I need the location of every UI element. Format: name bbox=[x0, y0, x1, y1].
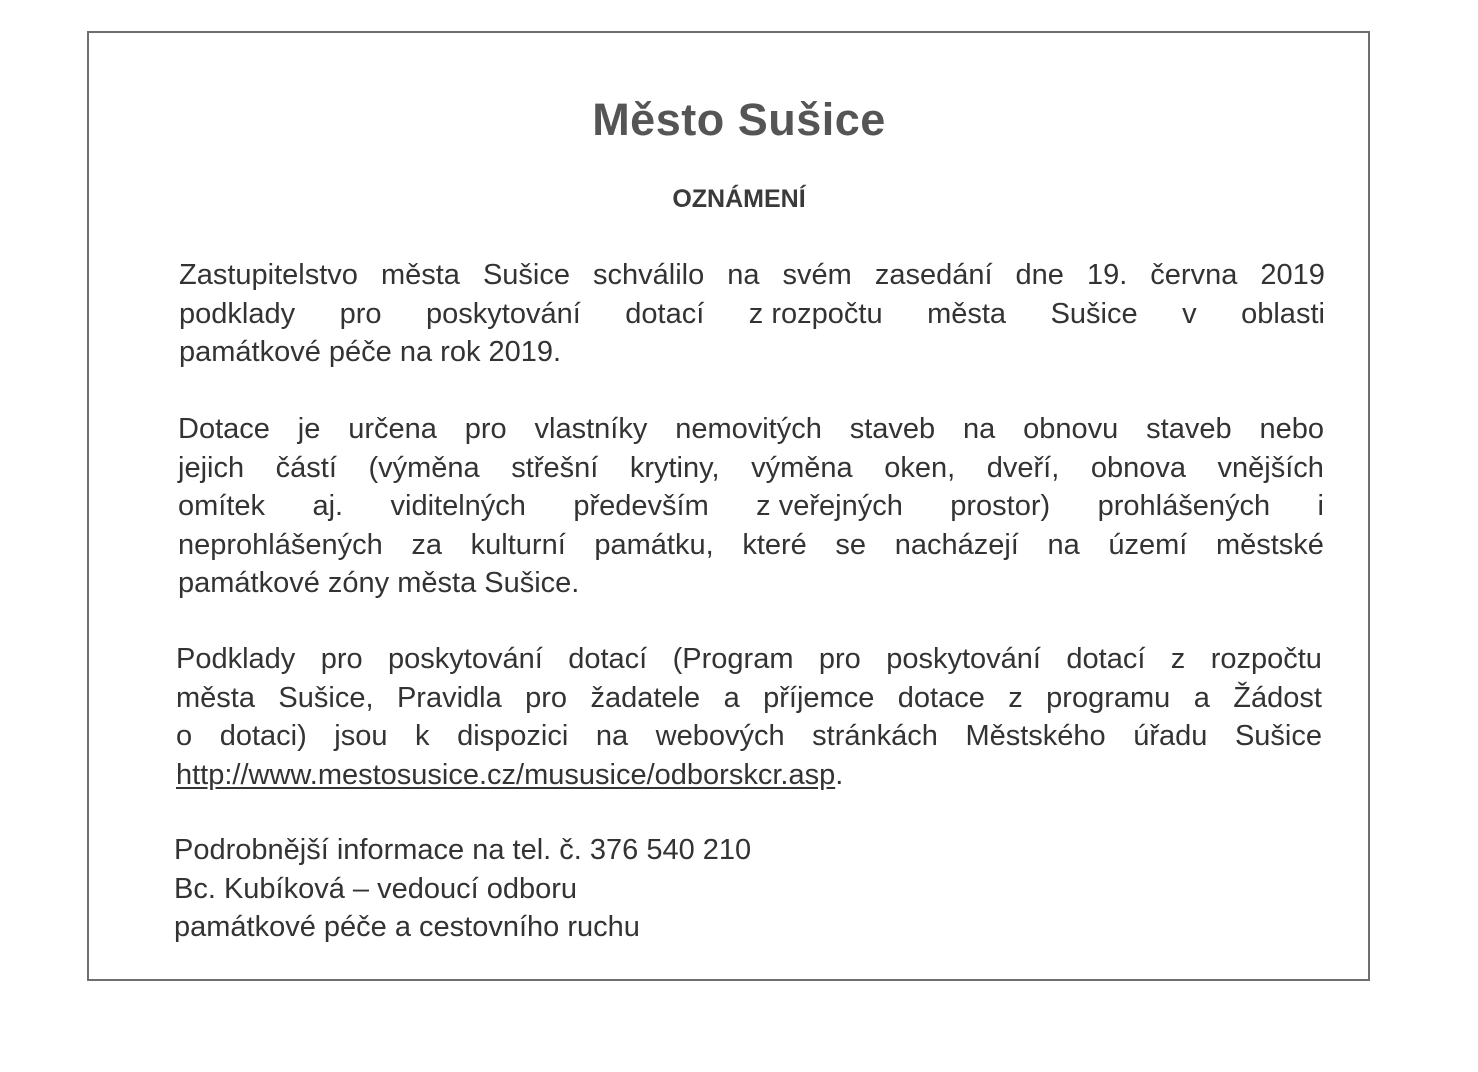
contact-department-line: památkové péče a cestovního ruchu bbox=[174, 911, 640, 943]
paragraph-line: podklady pro poskytování dotací z rozpočtu města Sušice v oblasti bbox=[179, 297, 1325, 330]
paragraph-line: památkové zóny města Sušice. bbox=[178, 567, 580, 599]
paragraph-line: http://www.mestosusice.cz/mususice/odborskcr.asp. bbox=[176, 758, 844, 791]
paragraph-line: omítek aj. viditelných především z veřejných prostor) prohlášených i bbox=[178, 490, 1324, 522]
contact-phone-line: Podrobnější informace na tel. č. 376 540 210 bbox=[174, 834, 752, 866]
paragraph-line: jejich částí (výměna střešní krytiny, výměna oken, dveří, obnova vnějších bbox=[178, 451, 1324, 484]
paragraph-approval bbox=[179, 256, 1325, 372]
website-link[interactable]: http://www.mestosusice.cz/mususice/odborskcr.asp bbox=[176, 758, 836, 791]
paragraph-line: Podklady pro poskytování dotací (Program pro poskytování dotací z rozpočtu bbox=[176, 643, 1322, 675]
paragraph-line: Zastupitelstvo města Sušice schválilo na svém zasedání dne 19. června 2019 bbox=[179, 259, 1325, 291]
paragraph-line: města Sušice, Pravidla pro žadatele a příjemce dotace z programu a Žádost bbox=[176, 681, 1322, 714]
contact-block bbox=[174, 831, 751, 947]
contact-name-line: Bc. Kubíková – vedoucí odboru bbox=[174, 872, 578, 905]
paragraph-documents-availability bbox=[176, 640, 1322, 794]
paragraph-line: památkové péče na rok 2019. bbox=[179, 336, 562, 368]
paragraph-line: Dotace je určena pro vlastníky nemovitých staveb na obnovu staveb nebo bbox=[178, 413, 1324, 445]
document-title: Město Sušice bbox=[592, 94, 886, 145]
paragraph-line: o dotaci) jsou k dispozici na webových stránkách Městského úřadu Sušice bbox=[176, 720, 1322, 752]
paragraph-subsidy-purpose bbox=[178, 410, 1324, 603]
document-heading: OZNÁMENÍ bbox=[672, 185, 806, 213]
paragraph-line: neprohlášených za kulturní památku, které se nacházejí na území městské bbox=[178, 528, 1324, 561]
